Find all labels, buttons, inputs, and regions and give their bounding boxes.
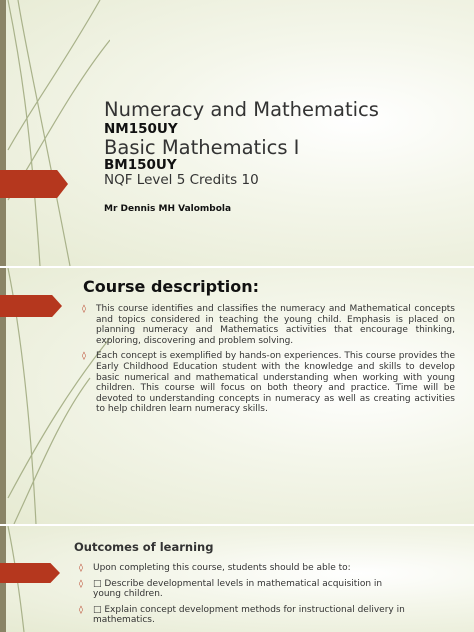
outcomes-slide — [0, 526, 474, 632]
bullet-text: Each concept is exemplified by hands-on experiences. This course provides the Early Childhood Education student with the knowledge and skills to develop basic numerical and mathematical understanding when working with young children. This course will focus on both theory and practice. Time will be devoted to understanding concepts in numeracy as well as creating activities to help children learn numeracy skills. — [96, 351, 455, 415]
list-item — [79, 605, 409, 626]
bullet-marker: ◊ — [79, 563, 83, 572]
list-item — [79, 563, 409, 574]
bullet-marker: ◊ — [82, 304, 86, 313]
bullet-marker: ◊ — [82, 351, 86, 361]
outcomes-list — [79, 563, 409, 631]
list-item — [82, 351, 455, 415]
course-title: Numeracy and Mathematics — [104, 98, 379, 121]
title-slide — [0, 0, 474, 266]
bullet-text: □ Explain concept development methods for instructional delivery in mathematics. — [93, 604, 405, 626]
description-heading: Course description: — [83, 277, 260, 296]
bullet-text: □ Describe developmental levels in mathematical acquisition in young children. — [93, 578, 383, 600]
list-item — [79, 579, 409, 600]
course-description-slide — [0, 268, 474, 524]
bullet-text: This course identifies and classifies the numeracy and Mathematical concepts and topics considered in teaching the young child. Emphasis is placed on planning numeracy and Mathematics activities that encourage thinking, exploring, discovering and problem solving. — [96, 304, 455, 346]
course-subtitle: Basic Mathematics I — [104, 136, 300, 159]
bullet-marker: ◊ — [79, 578, 83, 588]
bullet-text: Upon completing this course, students should be able to: — [93, 563, 351, 573]
vine-decoration — [0, 0, 110, 266]
course-code-primary: NM150UY — [104, 121, 178, 137]
description-arrow-shape — [0, 295, 62, 317]
list-item — [82, 304, 455, 346]
bullet-marker: ◊ — [79, 604, 83, 614]
title-arrow-shape — [0, 170, 68, 198]
nqf-level-text: NQF Level 5 Credits 10 — [104, 172, 259, 188]
course-code-secondary: BM150UY — [104, 157, 177, 173]
outcomes-arrow-shape — [0, 563, 60, 583]
description-list — [82, 304, 455, 420]
outcomes-heading: Outcomes of learning — [74, 540, 214, 554]
author-name: Mr Dennis MH Valombola — [104, 204, 232, 214]
